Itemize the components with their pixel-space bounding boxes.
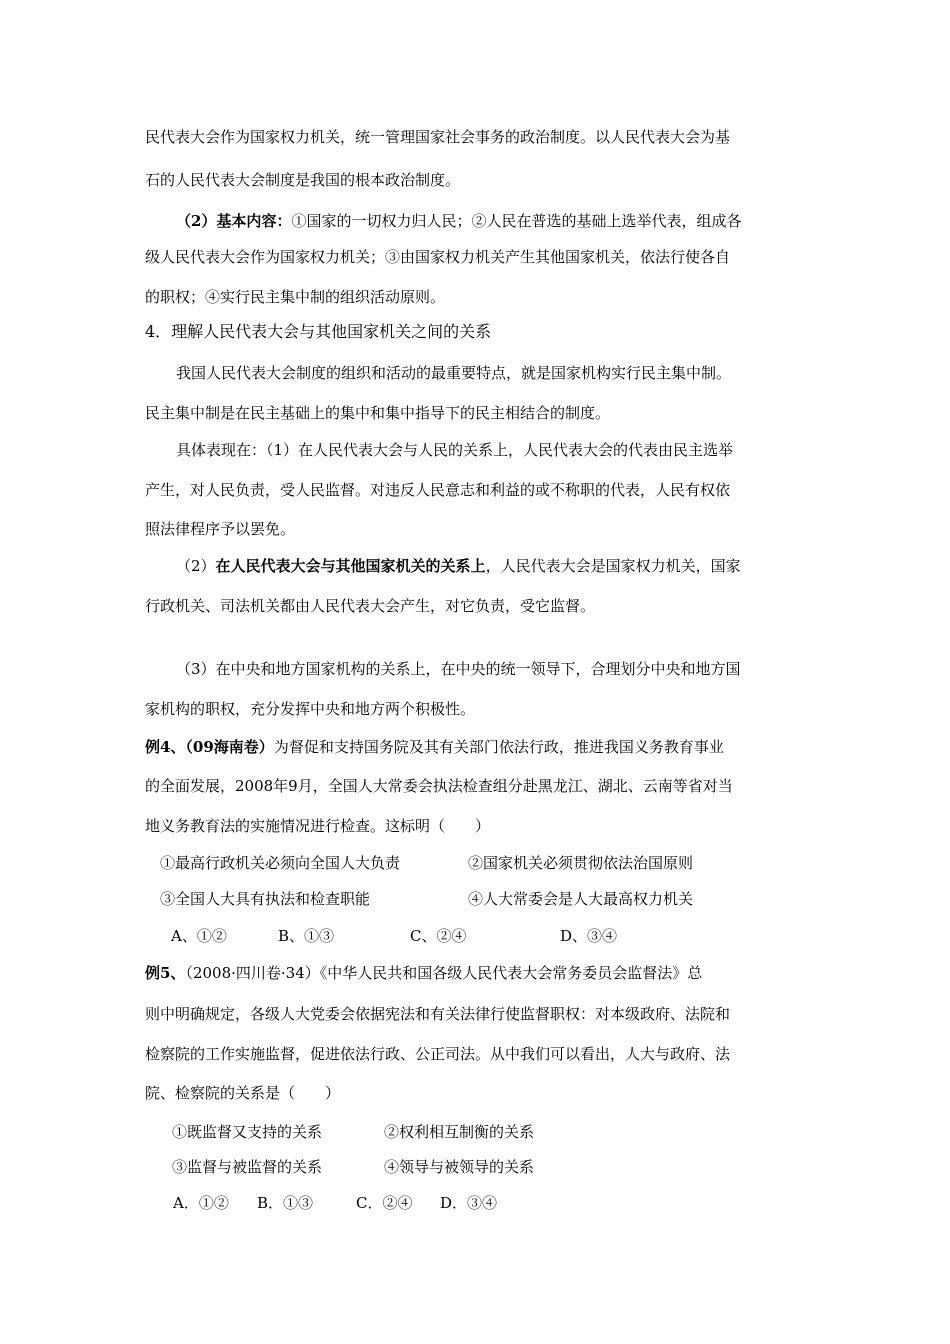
text-run: D、③④	[560, 927, 618, 945]
text-line	[176, 363, 826, 383]
example-5-question	[145, 963, 825, 983]
text-run: 的职权；④实行民主集中制的组织活动原则。	[145, 288, 446, 306]
text-line	[145, 127, 825, 147]
text-run: 则中明确规定，各级人大党委会依据宪法和有关法律行使监督职权：对本级政府、法院和	[145, 1005, 731, 1023]
text-run: 产生，对人民负责，受人民监督。对违反人民意志和利益的或不称职的代表，人民有权依	[145, 481, 731, 499]
answer-choice	[410, 926, 500, 946]
text-run: 具体表现在：（1）在人民代表大会与人民的关系上，人民代表大会的代表由民主选举	[176, 441, 734, 459]
text-run: 民主集中制是在民主基础上的集中和集中指导下的民主相结合的制度。	[145, 404, 611, 422]
text-run: A、①②	[171, 927, 227, 945]
bold-text-run: （2）基本内容：	[176, 212, 292, 230]
text-run: ③全国人大具有执法和检查职能	[160, 890, 371, 908]
text-run: 4．理解人民代表大会与其他国家机关之间的关系	[145, 322, 492, 341]
answer-choice	[171, 926, 261, 946]
text-run: （2）	[176, 557, 216, 575]
text-run: ①最高行政机关必须向全国人大负责	[160, 854, 401, 872]
text-run: 为督促和支持国务院及其有关部门依法行政，推进我国义务教育事业	[273, 738, 724, 756]
text-run: C、②④	[410, 927, 467, 945]
answer-choice	[560, 926, 650, 946]
text-run: B、①③	[278, 927, 335, 945]
text-run: 家机构的职权，充分发挥中央和地方两个积极性。	[145, 700, 476, 718]
answer-choice	[440, 1193, 520, 1213]
option-statement	[172, 1122, 382, 1142]
text-line	[145, 170, 825, 190]
text-run: 的全面发展，2008年9月，全国人大常委会执法检查组分赴黑龙江、湖北、云南等省对当	[145, 777, 733, 795]
text-line	[145, 519, 825, 539]
text-run: ②权利相互制衡的关系	[384, 1123, 535, 1141]
text-run: 级人民代表大会作为国家权力机关；③由国家权力机关产生其他国家机关，依法行使各自	[145, 248, 731, 266]
bold-text-run: 例5、	[145, 964, 186, 982]
option-statement	[160, 853, 470, 873]
text-run: 地义务教育法的实施情况进行检查。这标明（ ）	[145, 817, 491, 835]
answer-choice	[173, 1193, 253, 1213]
text-run: 院、检察院的关系是（ ）	[145, 1084, 341, 1102]
text-run: 民代表大会作为国家权力机关，统一管理国家社会事务的政治制度。以人民代表大会为基	[145, 128, 731, 146]
text-run: B．①③	[257, 1194, 314, 1212]
text-run: A．①②	[173, 1194, 229, 1212]
option-statement	[468, 853, 818, 873]
text-run: （2008·四川卷·34）《中华人民共和国各级人民代表大会常务委员会监督法》总	[185, 964, 703, 982]
text-line	[145, 596, 825, 616]
text-run: ①国家的一切权力归人民；②人民在普选的基础上选举代表，组成各	[291, 212, 742, 230]
answer-choice	[257, 1193, 337, 1213]
text-line	[176, 659, 826, 679]
text-line	[145, 287, 825, 307]
text-run: 照法律程序予以罢免。	[145, 520, 296, 538]
answer-choice	[356, 1193, 436, 1213]
text-line	[176, 440, 826, 460]
option-statement	[468, 889, 818, 909]
section-heading	[145, 322, 825, 342]
bold-text-run: 在人民代表大会与其他国家机关的关系上	[215, 557, 486, 575]
option-statement	[384, 1157, 634, 1177]
text-line	[145, 403, 825, 423]
text-run: ④人大常委会是人大最高权力机关	[468, 890, 694, 908]
text-run: ③监督与被监督的关系	[172, 1158, 323, 1176]
text-run: 石的人民代表大会制度是我国的根本政治制度。	[145, 171, 461, 189]
text-run: D．③④	[440, 1194, 498, 1212]
example-4-question	[145, 737, 825, 757]
text-line	[145, 480, 825, 500]
text-run: （3）在中央和地方国家机构的关系上，在中央的统一领导下，合理划分中央和地方国	[176, 660, 741, 678]
text-line	[145, 247, 825, 267]
text-line	[145, 1083, 825, 1103]
text-run: 我国人民代表大会制度的组织和活动的最重要特点，就是国家机构实行民主集中制。	[176, 364, 732, 382]
text-run: ④领导与被领导的关系	[384, 1158, 535, 1176]
option-statement	[160, 889, 460, 909]
option-statement	[172, 1157, 382, 1177]
text-line	[145, 1044, 825, 1064]
text-line	[145, 699, 825, 719]
text-run: ，人民代表大会是国家权力机关，国家	[485, 557, 741, 575]
text-run: ②国家机关必须贯彻依法治国原则	[468, 854, 694, 872]
bold-text-run: 例4、（09海南卷）	[145, 738, 274, 756]
answer-choice	[278, 926, 368, 946]
text-line	[176, 211, 826, 231]
text-line	[145, 1004, 825, 1024]
option-statement	[384, 1122, 634, 1142]
text-line	[145, 816, 825, 836]
text-run: ①既监督又支持的关系	[172, 1123, 323, 1141]
text-run: 检察院的工作实施监督，促进依法行政、公正司法。从中我们可以看出，人大与政府、法	[145, 1045, 731, 1063]
text-run: C．②④	[356, 1194, 413, 1212]
text-line	[145, 776, 825, 796]
text-line	[176, 556, 826, 576]
text-run: 行政机关、司法机关都由人民代表大会产生，对它负责，受它监督。	[145, 597, 596, 615]
